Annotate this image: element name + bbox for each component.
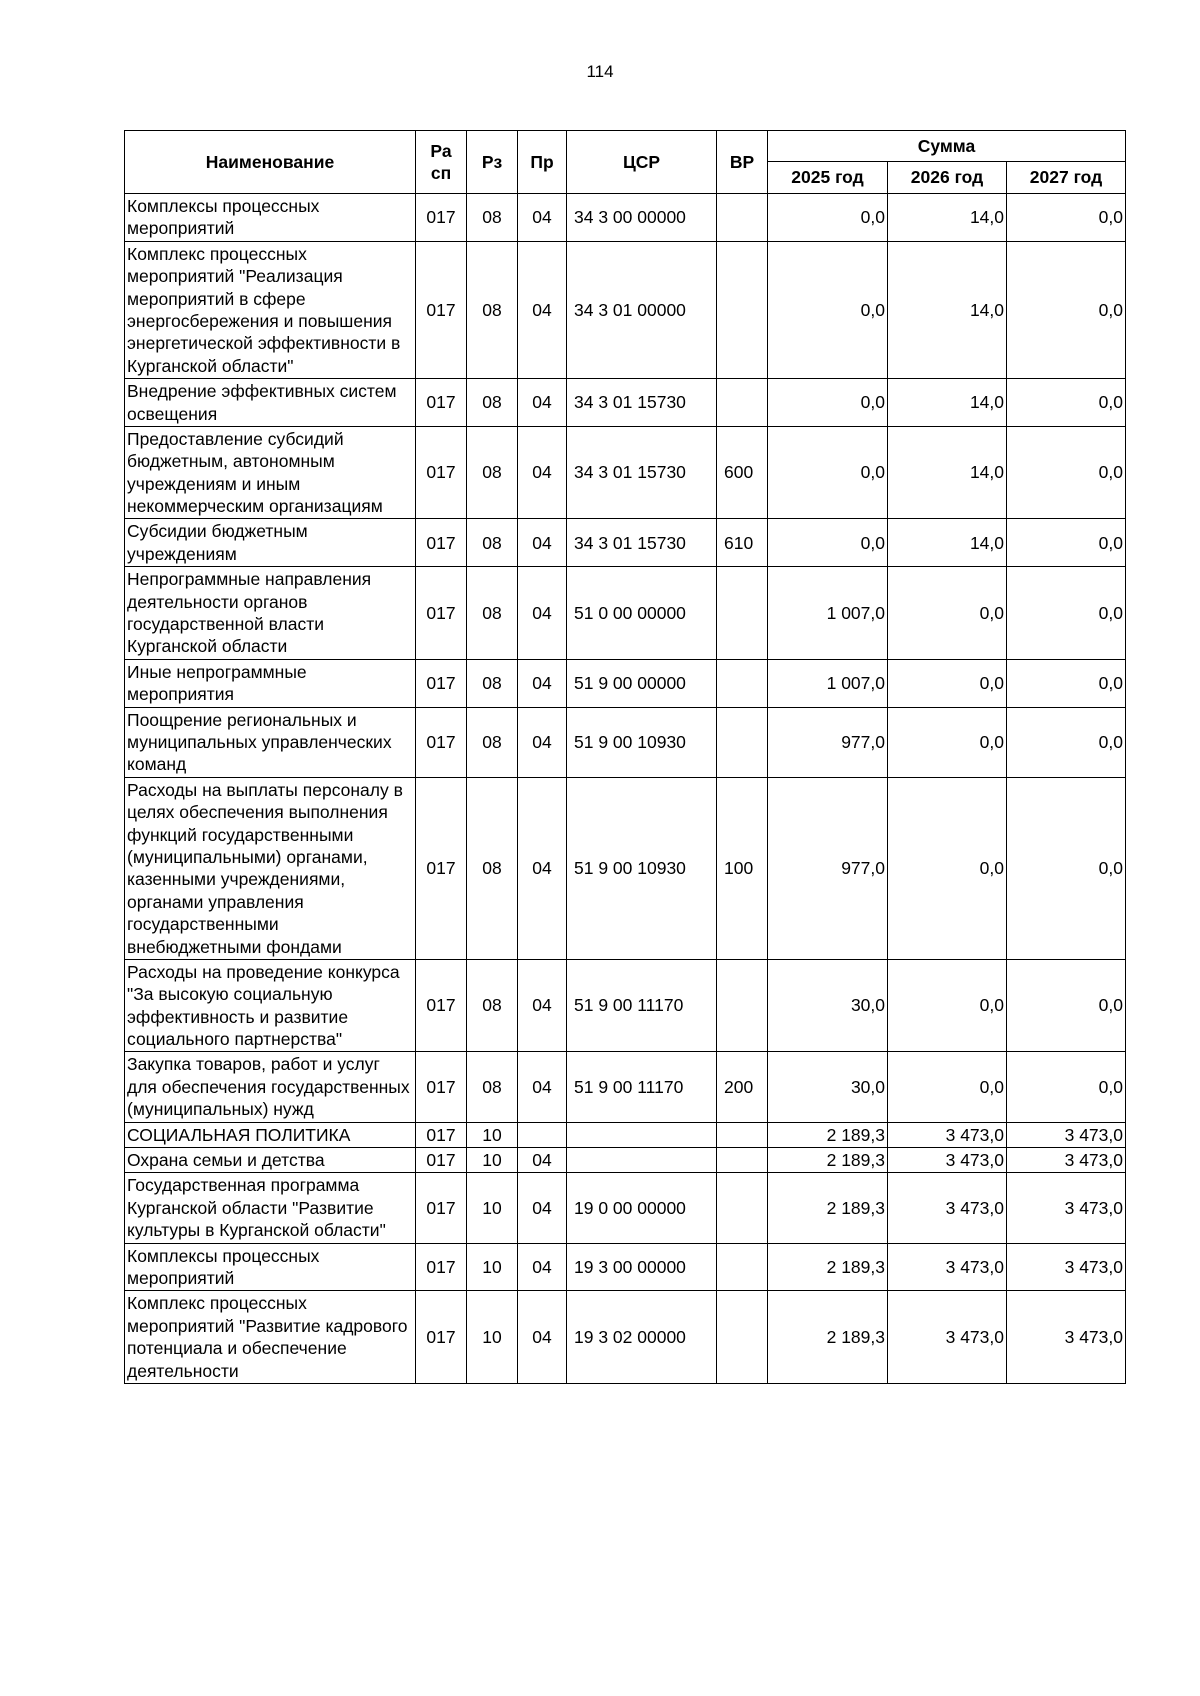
- cell-name: СОЦИАЛЬНАЯ ПОЛИТИКА: [125, 1122, 416, 1147]
- cell-rasp: 017: [416, 567, 467, 660]
- cell-rasp: 017: [416, 1122, 467, 1147]
- cell-csr: 51 9 00 11170: [567, 1052, 717, 1122]
- cell-rz: 08: [467, 707, 518, 777]
- table-row: [125, 426, 1126, 519]
- cell-csr: 34 3 01 15730: [567, 426, 717, 519]
- cell-name: Непрограммные направления деятельности органов государственной власти Курганской области: [125, 567, 416, 660]
- cell-name: Поощрение региональных и муниципальных управленческих команд: [125, 707, 416, 777]
- cell-2025: 2 189,3: [768, 1173, 888, 1243]
- cell-2026: 0,0: [888, 707, 1007, 777]
- cell-2025: 977,0: [768, 707, 888, 777]
- cell-vr: [717, 1148, 768, 1173]
- cell-2026: 0,0: [888, 959, 1007, 1052]
- cell-2025: 30,0: [768, 959, 888, 1052]
- cell-rasp: 017: [416, 1148, 467, 1173]
- cell-name: Закупка товаров, работ и услуг для обеспечения государственных (муниципальных) нужд: [125, 1052, 416, 1122]
- cell-2026: 0,0: [888, 777, 1007, 959]
- cell-name: Иные непрограммные мероприятия: [125, 659, 416, 707]
- cell-name: Комплекс процессных мероприятий "Реализация мероприятий в сфере энергосбережения и повышения энергетической эффективности в Курганской области": [125, 241, 416, 378]
- cell-rasp: 017: [416, 1291, 467, 1384]
- cell-2027: 0,0: [1007, 194, 1126, 242]
- cell-vr: 610: [717, 519, 768, 567]
- cell-vr: [717, 1173, 768, 1243]
- cell-rz: 08: [467, 241, 518, 378]
- cell-rz: 08: [467, 959, 518, 1052]
- cell-rz: 08: [467, 194, 518, 242]
- header-rz: Рз: [467, 131, 518, 194]
- cell-csr: 34 3 00 00000: [567, 194, 717, 242]
- cell-pr: 04: [518, 1052, 567, 1122]
- cell-csr: 34 3 01 15730: [567, 519, 717, 567]
- cell-rz: 10: [467, 1148, 518, 1173]
- cell-rasp: 017: [416, 194, 467, 242]
- cell-rasp: 017: [416, 1243, 467, 1291]
- cell-pr: 04: [518, 379, 567, 427]
- cell-vr: [717, 567, 768, 660]
- cell-2027: 3 473,0: [1007, 1148, 1126, 1173]
- cell-csr: 51 9 00 10930: [567, 707, 717, 777]
- cell-rasp: 017: [416, 659, 467, 707]
- cell-rz: 08: [467, 567, 518, 660]
- cell-rz: 10: [467, 1291, 518, 1384]
- cell-2027: 0,0: [1007, 659, 1126, 707]
- table-row: [125, 1173, 1126, 1243]
- table-row: [125, 241, 1126, 378]
- cell-rz: 08: [467, 1052, 518, 1122]
- cell-2026: 3 473,0: [888, 1173, 1007, 1243]
- cell-pr: 04: [518, 959, 567, 1052]
- cell-rz: 08: [467, 519, 518, 567]
- cell-csr: 34 3 01 15730: [567, 379, 717, 427]
- cell-2025: 0,0: [768, 194, 888, 242]
- header-2027: 2027 год: [1007, 162, 1126, 194]
- cell-2026: 3 473,0: [888, 1291, 1007, 1384]
- cell-pr: 04: [518, 1291, 567, 1384]
- cell-2027: 0,0: [1007, 707, 1126, 777]
- cell-rz: 10: [467, 1122, 518, 1147]
- cell-2025: 2 189,3: [768, 1243, 888, 1291]
- cell-name: Комплекс процессных мероприятий "Развитие кадрового потенциала и обеспечение деятельности: [125, 1291, 416, 1384]
- cell-pr: 04: [518, 241, 567, 378]
- header-csr: ЦСР: [567, 131, 717, 194]
- cell-2026: 14,0: [888, 379, 1007, 427]
- cell-rasp: 017: [416, 959, 467, 1052]
- cell-name: Расходы на проведение конкурса "За высокую социальную эффективность и развитие социального партнерства": [125, 959, 416, 1052]
- cell-2025: 0,0: [768, 426, 888, 519]
- cell-2026: 14,0: [888, 519, 1007, 567]
- cell-rz: 08: [467, 777, 518, 959]
- cell-vr: [717, 379, 768, 427]
- cell-csr: [567, 1122, 717, 1147]
- cell-2026: 14,0: [888, 194, 1007, 242]
- cell-vr: [717, 707, 768, 777]
- cell-rz: 10: [467, 1243, 518, 1291]
- cell-rasp: 017: [416, 1173, 467, 1243]
- cell-2025: 0,0: [768, 379, 888, 427]
- cell-2026: 3 473,0: [888, 1243, 1007, 1291]
- cell-pr: 04: [518, 1243, 567, 1291]
- table-body: [125, 194, 1126, 1384]
- cell-pr: 04: [518, 1148, 567, 1173]
- cell-rz: 08: [467, 426, 518, 519]
- cell-vr: [717, 194, 768, 242]
- cell-csr: 51 9 00 10930: [567, 777, 717, 959]
- cell-pr: 04: [518, 519, 567, 567]
- cell-csr: 34 3 01 00000: [567, 241, 717, 378]
- cell-2027: 0,0: [1007, 959, 1126, 1052]
- table-row: [125, 194, 1126, 242]
- budget-table: [124, 130, 1126, 1384]
- header-vr: ВР: [717, 131, 768, 194]
- table-row: [125, 659, 1126, 707]
- cell-vr: 200: [717, 1052, 768, 1122]
- cell-pr: 04: [518, 567, 567, 660]
- cell-2025: 0,0: [768, 241, 888, 378]
- table-row: [125, 1243, 1126, 1291]
- header-2025: 2025 год: [768, 162, 888, 194]
- cell-2026: 14,0: [888, 426, 1007, 519]
- table-row: [125, 379, 1126, 427]
- table-row: [125, 1291, 1126, 1384]
- cell-rasp: 017: [416, 379, 467, 427]
- cell-name: Внедрение эффективных систем освещения: [125, 379, 416, 427]
- cell-2026: 0,0: [888, 659, 1007, 707]
- cell-2025: 1 007,0: [768, 659, 888, 707]
- cell-rasp: 017: [416, 1052, 467, 1122]
- cell-pr: 04: [518, 1173, 567, 1243]
- cell-2026: 0,0: [888, 567, 1007, 660]
- cell-2027: 0,0: [1007, 426, 1126, 519]
- cell-2027: 0,0: [1007, 241, 1126, 378]
- cell-csr: 51 9 00 00000: [567, 659, 717, 707]
- cell-2027: 3 473,0: [1007, 1243, 1126, 1291]
- cell-2025: 0,0: [768, 519, 888, 567]
- cell-rasp: 017: [416, 426, 467, 519]
- cell-2026: 14,0: [888, 241, 1007, 378]
- cell-pr: 04: [518, 426, 567, 519]
- header-pr: Пр: [518, 131, 567, 194]
- cell-rasp: 017: [416, 519, 467, 567]
- cell-rasp: 017: [416, 241, 467, 378]
- header-2026: 2026 год: [888, 162, 1007, 194]
- cell-csr: 19 3 00 00000: [567, 1243, 717, 1291]
- page-number: 114: [586, 62, 614, 81]
- header-rasp: Ра сп: [416, 131, 467, 194]
- cell-2026: 3 473,0: [888, 1148, 1007, 1173]
- cell-vr: [717, 1291, 768, 1384]
- cell-vr: [717, 1122, 768, 1147]
- cell-vr: 600: [717, 426, 768, 519]
- cell-2026: 3 473,0: [888, 1122, 1007, 1147]
- table-row: [125, 1122, 1126, 1147]
- cell-vr: [717, 959, 768, 1052]
- cell-2025: 2 189,3: [768, 1148, 888, 1173]
- cell-2027: 3 473,0: [1007, 1291, 1126, 1384]
- cell-csr: 19 3 02 00000: [567, 1291, 717, 1384]
- cell-vr: 100: [717, 777, 768, 959]
- cell-rz: 08: [467, 379, 518, 427]
- table-row: [125, 959, 1126, 1052]
- cell-2027: 3 473,0: [1007, 1173, 1126, 1243]
- cell-2027: 0,0: [1007, 777, 1126, 959]
- cell-name: Государственная программа Курганской области "Развитие культуры в Курганской области": [125, 1173, 416, 1243]
- cell-2027: 0,0: [1007, 567, 1126, 660]
- cell-name: Предоставление субсидий бюджетным, автономным учреждениям и иным некоммерческим организациям: [125, 426, 416, 519]
- cell-csr: 51 0 00 00000: [567, 567, 717, 660]
- header-sum: Сумма: [768, 131, 1126, 162]
- cell-vr: [717, 241, 768, 378]
- cell-2027: 0,0: [1007, 379, 1126, 427]
- table-row: [125, 1052, 1126, 1122]
- cell-2025: 2 189,3: [768, 1291, 888, 1384]
- table-row: [125, 567, 1126, 660]
- cell-2027: 3 473,0: [1007, 1122, 1126, 1147]
- cell-csr: 19 0 00 00000: [567, 1173, 717, 1243]
- cell-pr: 04: [518, 194, 567, 242]
- cell-name: Охрана семьи и детства: [125, 1148, 416, 1173]
- table-row: [125, 1148, 1126, 1173]
- cell-pr: [518, 1122, 567, 1147]
- cell-name: Расходы на выплаты персоналу в целях обеспечения выполнения функций государственными (муниципальными) органами, казенными учреждениями, органами управления государственными внебюджетными фондами: [125, 777, 416, 959]
- header-name: Наименование: [125, 131, 416, 194]
- cell-2025: 1 007,0: [768, 567, 888, 660]
- cell-vr: [717, 659, 768, 707]
- cell-2025: 977,0: [768, 777, 888, 959]
- cell-csr: [567, 1148, 717, 1173]
- cell-rasp: 017: [416, 707, 467, 777]
- cell-2026: 0,0: [888, 1052, 1007, 1122]
- cell-name: Комплексы процессных мероприятий: [125, 194, 416, 242]
- cell-pr: 04: [518, 707, 567, 777]
- cell-2025: 30,0: [768, 1052, 888, 1122]
- table-row: [125, 707, 1126, 777]
- cell-2025: 2 189,3: [768, 1122, 888, 1147]
- cell-2027: 0,0: [1007, 1052, 1126, 1122]
- table-row: [125, 777, 1126, 959]
- cell-name: Комплексы процессных мероприятий: [125, 1243, 416, 1291]
- cell-csr: 51 9 00 11170: [567, 959, 717, 1052]
- cell-vr: [717, 1243, 768, 1291]
- cell-pr: 04: [518, 777, 567, 959]
- cell-pr: 04: [518, 659, 567, 707]
- cell-rz: 08: [467, 659, 518, 707]
- cell-rz: 10: [467, 1173, 518, 1243]
- cell-rasp: 017: [416, 777, 467, 959]
- table-row: [125, 519, 1126, 567]
- cell-2027: 0,0: [1007, 519, 1126, 567]
- cell-name: Субсидии бюджетным учреждениям: [125, 519, 416, 567]
